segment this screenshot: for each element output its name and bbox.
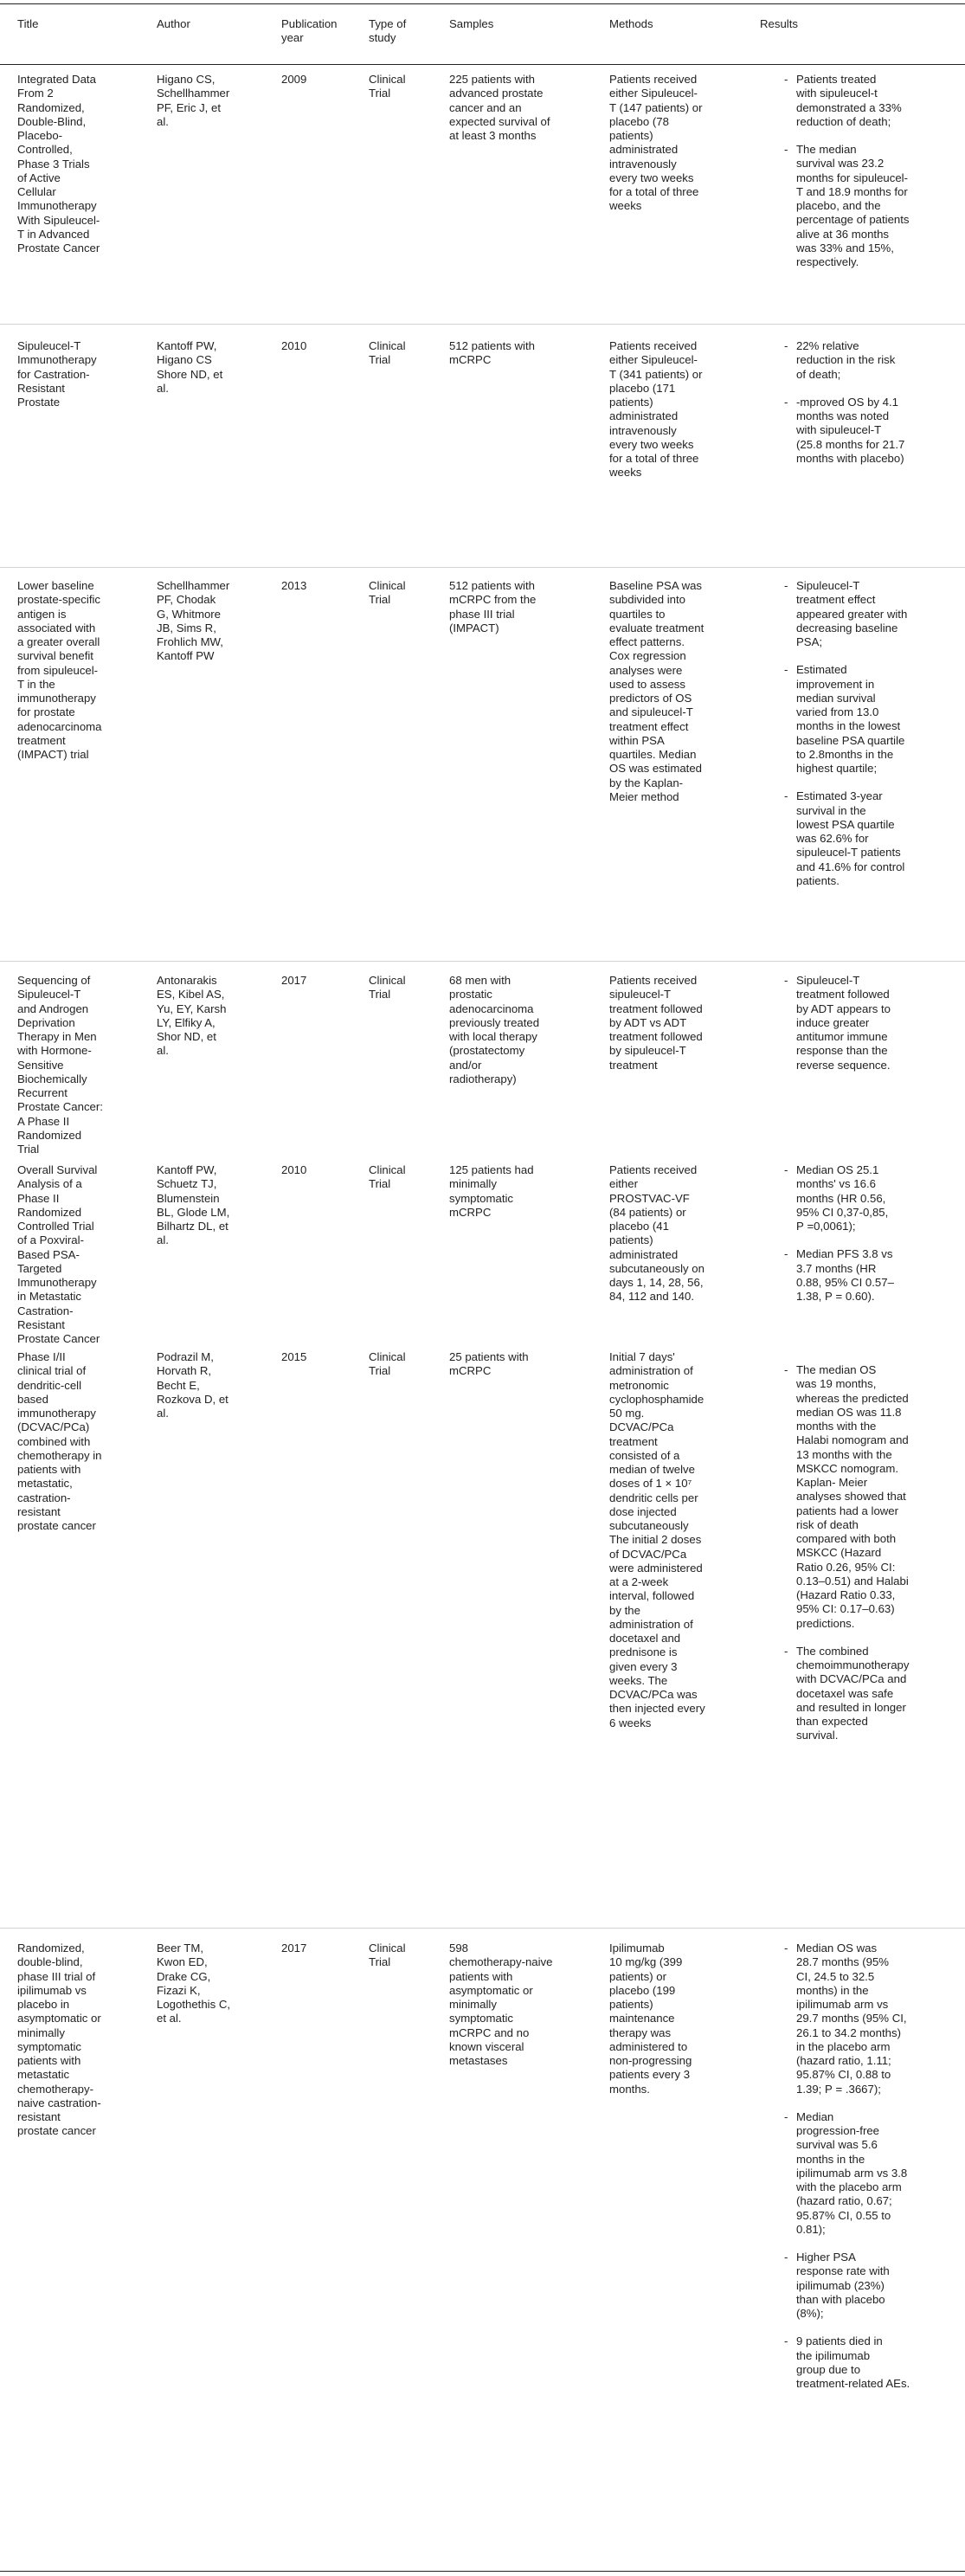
row-author: Kantoff PW, Schuetz TJ, Blumenstein BL, Glode LM, Bilhartz DL, et al. <box>157 1163 230 1247</box>
header-methods: Methods <box>609 17 653 30</box>
result-item: - Sipuleucel-T treatment effect appeared greater with decreasing baseline PSA; <box>760 579 959 649</box>
row-type: Clinical Trial <box>369 579 406 607</box>
row-year: 2017 <box>281 1942 307 1955</box>
row-methods: Patients received either Sipuleucel- T (147 patients) or placebo (78 patients) administrated intravenously every two weeks for a total of three weeks <box>609 73 703 213</box>
row-results <box>760 1942 959 2405</box>
result-item: - Estimated 3-year survival in the lowest PSA quartile was 62.6% for sipuleucel-T patients and 41.6% for control patients. <box>760 789 959 888</box>
result-item: - Median OS was 28.7 months (95% CI, 24.5 to 32.5 months) in the ipilimumab arm vs 29.7 months (95% CI, 26.1 to 34.2 months) in the placebo arm (hazard ratio, 1.11; 95.87% CI, 0.88 to 1.39; P = .3667); <box>760 1942 959 2096</box>
header-author: Author <box>157 17 190 30</box>
row-title: Sipuleucel-T Immunotherapy for Castration- Resistant Prostate <box>17 339 97 409</box>
row-author: Beer TM, Kwon ED, Drake CG, Fizazi K, Logothethis C, et al. <box>157 1942 231 2025</box>
row-samples: 25 patients with mCRPC <box>449 1350 529 1378</box>
result-item: - The combined chemoimmunotherapy with DCVAC/PCa and docetaxel was safe and resulted in longer than expected survival. <box>760 1645 959 1743</box>
row-samples: 512 patients with mCRPC <box>449 339 535 367</box>
header-results: Results <box>760 17 798 30</box>
row-divider <box>0 961 965 962</box>
row-title: Integrated Data From 2 Randomized, Double-Blind, Placebo- Controlled, Phase 3 Trials of Active Cellular Immunotherapy With Sipuleucel- T in Advanced Prostate Cancer <box>17 73 100 254</box>
table-top-rule <box>0 3 965 4</box>
row-type: Clinical Trial <box>369 1163 406 1191</box>
header-rule <box>0 64 965 65</box>
row-year: 2010 <box>281 1163 307 1176</box>
header-year: Publication year <box>281 17 338 45</box>
row-results <box>760 73 959 283</box>
row-author: Antonarakis ES, Kibel AS, Yu, EY, Karsh LY, Elfiky A, Shor ND, et al. <box>157 974 227 1058</box>
row-year: 2013 <box>281 579 307 592</box>
row-samples: 512 patients with mCRPC from the phase III trial (IMPACT) <box>449 579 537 634</box>
row-samples: 68 men with prostatic adenocarcinoma previously treated with local therapy (prostatectomy and/or radiotherapy) <box>449 974 540 1085</box>
table-bottom-rule <box>0 2571 965 2572</box>
row-author: Podrazil M, Horvath R, Becht E, Rozkova D, et al. <box>157 1350 228 1420</box>
row-year: 2010 <box>281 339 307 352</box>
row-year: 2017 <box>281 974 307 987</box>
result-item: - -mproved OS by 4.1 months was noted with sipuleucel-T (25.8 months for 21.7 months with placebo) <box>760 396 959 466</box>
row-title: Phase I/II clinical trial of dendritic-cell based immunotherapy (DCVAC/PCa) combined with chemotherapy in patients with metastatic, castration- resistant prostate cancer <box>17 1350 102 1532</box>
row-results <box>760 974 959 1086</box>
header-type: Type of study <box>369 17 407 45</box>
row-title: Sequencing of Sipuleucel-T and Androgen Deprivation Therapy in Men with Hormone- Sensitive Biochemically Recurrent Prostate Cancer: A Phase II Randomized Trial <box>17 974 103 1156</box>
result-item: - Median progression-free survival was 5.6 months in the ipilimumab arm vs 3.8 with the placebo arm (hazard ratio, 0.67; 95.87% CI, 0.55 to 0.81); <box>760 2110 959 2237</box>
row-methods: Baseline PSA was subdivided into quartiles to evaluate treatment effect patterns. Cox regression analyses were used to assess predictors of OS and sipuleucel-T treatment effect within PSA quartiles. Median OS was estimated by the Kaplan- Meier method <box>609 579 704 803</box>
result-item: - The median OS was 19 months, whereas the predicted median OS was 11.8 months with the Halabi nomogram and 13 months with the MSKCC nomogram. Kaplan- Meier analyses showed that patients had a lower risk of death compared with both MSKCC (Hazard Ratio 0.26, 95% CI: 0.13–0.51) and Halabi (Hazard Ratio 0.33, 95% CI: 0.17–0.63) predictions. <box>760 1363 959 1631</box>
row-results <box>760 1363 959 1757</box>
row-samples: 225 patients with advanced prostate cancer and an expected survival of at least 3 months <box>449 73 550 142</box>
row-methods: Initial 7 days' administration of metronomic cyclophosphamide 50 mg. DCVAC/PCa treatment consisted of a median of twelve doses of 1 × 10⁷ dendritic cells per dose injected subcutaneously The initial 2 doses of DCVAC/PCa were administered at a 2-week interval, followed by the administration of docetaxel and prednisone is given every 3 weeks. The DCVAC/PCa was then injected every 6 weeks <box>609 1350 705 1729</box>
row-author: Higano CS, Schellhammer PF, Eric J, et al. <box>157 73 230 128</box>
result-item: - 9 patients died in the ipilimumab group due to treatment-related AEs. <box>760 2334 959 2391</box>
row-type: Clinical Trial <box>369 1350 406 1378</box>
result-item: - Median PFS 3.8 vs 3.7 months (HR 0.88, 95% CI 0.57– 1.38, P = 0.60). <box>760 1247 959 1304</box>
row-methods: Patients received either Sipuleucel- T (341 patients) or placebo (171 patients) administrated intravenously every two weeks for a total of three weeks <box>609 339 703 480</box>
header-title: Title <box>17 17 39 30</box>
row-title: Lower baseline prostate-specific antigen is associated with a greater overall survival benefit from sipuleucel- T in the immunotherapy for prostate adenocarcinoma treatment (IMPACT) trial <box>17 579 102 761</box>
row-results <box>760 579 959 902</box>
row-title: Overall Survival Analysis of a Phase II Randomized Controlled Trial of a Poxviral- Based PSA- Targeted Immunotherapy in Metastatic Castration- Resistant Prostate Cancer <box>17 1163 100 1345</box>
row-year: 2015 <box>281 1350 307 1363</box>
row-methods: Ipilimumab 10 mg/kg (399 patients) or placebo (199 patients) maintenance therapy was administered to non-progressing patients every 3 months. <box>609 1942 692 2096</box>
result-item: - Median OS 25.1 months' vs 16.6 months (HR 0.56, 95% CI 0,37-0,85, P =0,0061); <box>760 1163 959 1233</box>
row-samples: 125 patients had minimally symptomatic mCRPC <box>449 1163 534 1219</box>
row-samples: 598 chemotherapy-naive patients with asymptomatic or minimally symptomatic mCRPC and no known visceral metastases <box>449 1942 553 2067</box>
result-item: - Estimated improvement in median survival varied from 13.0 months in the lowest baseline PSA quartile to 2.8months in the highest quartile; <box>760 663 959 776</box>
row-divider <box>0 324 965 325</box>
row-type: Clinical Trial <box>369 1942 406 1969</box>
row-type: Clinical Trial <box>369 339 406 367</box>
row-year: 2009 <box>281 73 307 86</box>
result-item: - Patients treated with sipuleucel-t demonstrated a 33% reduction of death; <box>760 73 959 129</box>
row-methods: Patients received sipuleucel-T treatment followed by ADT vs ADT treatment followed by sipuleucel-T treatment <box>609 974 703 1072</box>
header-samples: Samples <box>449 17 494 30</box>
row-author: Schellhammer PF, Chodak G, Whitmore JB, Sims R, Frohlich MW, Kantoff PW <box>157 579 230 663</box>
row-author: Kantoff PW, Higano CS Shore ND, et al. <box>157 339 223 395</box>
row-methods: Patients received either PROSTVAC-VF (84 patients) or placebo (41 patients) administrated subcutaneously on days 1, 14, 28, 56, 84, 112 and 140. <box>609 1163 704 1304</box>
row-results <box>760 339 959 480</box>
row-divider <box>0 1928 965 1929</box>
row-title: Randomized, double-blind, phase III trial of ipilimumab vs placebo in asymptomatic or minimally symptomatic patients with metastatic chemotherapy- naive castration- resistant prostate cancer <box>17 1942 101 2138</box>
table-header <box>0 12 965 61</box>
row-results <box>760 1163 959 1317</box>
row-type: Clinical Trial <box>369 73 406 100</box>
row-type: Clinical Trial <box>369 974 406 1001</box>
result-item: - 22% relative reduction in the risk of death; <box>760 339 959 382</box>
result-item: - Sipuleucel-T treatment followed by ADT appears to induce greater antitumor immune response than the reverse sequence. <box>760 974 959 1072</box>
result-item: - The median survival was 23.2 months for sipuleucel- T and 18.9 months for placebo, and the percentage of patients alive at 36 months was 33% and 15%, respectively. <box>760 143 959 269</box>
result-item: - Higher PSA response rate with ipilimumab (23%) than with placebo (8%); <box>760 2251 959 2321</box>
row-divider <box>0 567 965 568</box>
